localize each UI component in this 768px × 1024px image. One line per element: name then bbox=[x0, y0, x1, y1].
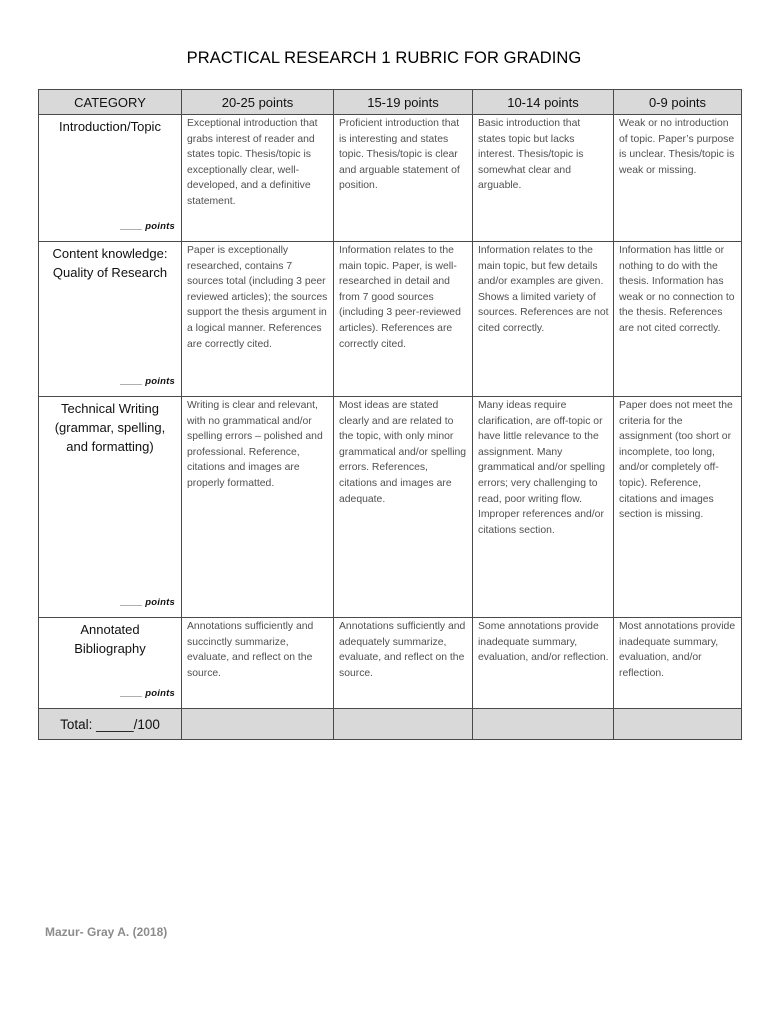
criteria-cell: Annotations sufficiently and adequately summarize, evaluate, and reflect on the source. bbox=[334, 618, 473, 709]
total-empty-cell bbox=[182, 709, 334, 740]
criteria-cell: Annotations sufficiently and succinctly summarize, evaluate, and reflect on the source. bbox=[182, 618, 334, 709]
criteria-cell: Information relates to the main topic. Paper, is well-researched in detail and from 7 good sources (including 3 peer-reviewed articles). References are correctly cited. bbox=[334, 242, 473, 397]
total-empty-cell bbox=[614, 709, 742, 740]
header-10-14-points: 10-14 points bbox=[473, 90, 614, 115]
header-category: CATEGORY bbox=[39, 90, 182, 115]
points-blank: ____ points bbox=[120, 221, 175, 232]
author-footer: Mazur- Gray A. (2018) bbox=[45, 925, 168, 939]
category-cell bbox=[39, 397, 182, 618]
criteria-cell: Paper does not meet the criteria for the assignment (too short or incomplete, too long, and/or completely off-topic). Reference, citations and images section is missing. bbox=[614, 397, 742, 618]
category-cell bbox=[39, 115, 182, 242]
points-blank: ____ points bbox=[120, 376, 175, 387]
criteria-cell: Most annotations provide inadequate summary, evaluation, and/or reflection. bbox=[614, 618, 742, 709]
header-20-25-points: 20-25 points bbox=[182, 90, 334, 115]
total-empty-cell bbox=[473, 709, 614, 740]
criteria-cell: Basic introduction that states topic but lacks interest. Thesis/topic is somewhat clear and arguable. bbox=[473, 115, 614, 242]
criteria-cell: Information relates to the main topic, but few details and/or examples are given. Shows a limited variety of sources. References are not cited correctly. bbox=[473, 242, 614, 397]
header-row bbox=[39, 90, 742, 115]
criteria-cell: Information has little or nothing to do with the thesis. Information has weak or no connection to the thesis. References are not cited correctly. bbox=[614, 242, 742, 397]
points-blank: ____ points bbox=[120, 597, 175, 608]
category-label: Introduction/Topic bbox=[59, 119, 161, 134]
criteria-cell: Writing is clear and relevant, with no grammatical and/or spelling errors – polished and professional. Reference, citations and images are properly formatted. bbox=[182, 397, 334, 618]
table-row bbox=[39, 242, 742, 397]
total-empty-cell bbox=[334, 709, 473, 740]
table-row bbox=[39, 618, 742, 709]
criteria-cell: Most ideas are stated clearly and are related to the topic, with only minor grammatical and/or spelling errors. References, citations and images are adequate. bbox=[334, 397, 473, 618]
criteria-cell: Paper is exceptionally researched, contains 7 sources total (including 3 peer reviewed articles); the sources support the thesis argument in a logical manner. References are correctly cited. bbox=[182, 242, 334, 397]
document-title: PRACTICAL RESEARCH 1 RUBRIC FOR GRADING bbox=[186, 49, 582, 67]
table-row bbox=[39, 115, 742, 242]
category-cell bbox=[39, 242, 182, 397]
table-row bbox=[39, 397, 742, 618]
category-cell bbox=[39, 618, 182, 709]
criteria-cell: Some annotations provide inadequate summary, evaluation, and/or reflection. bbox=[473, 618, 614, 709]
header-15-19-points: 15-19 points bbox=[334, 90, 473, 115]
criteria-cell: Exceptional introduction that grabs interest of reader and states topic. Thesis/topic is exceptionally clear, well-developed, and a definitive statement. bbox=[182, 115, 334, 242]
category-label: Content knowledge: Quality of Research bbox=[52, 246, 168, 280]
total-row bbox=[39, 709, 742, 740]
points-blank: ____ points bbox=[120, 688, 175, 699]
header-0-9-points: 0-9 points bbox=[614, 90, 742, 115]
total-label: Total: _____/100 bbox=[39, 709, 182, 740]
rubric-table bbox=[38, 89, 742, 740]
criteria-cell: Weak or no introduction of topic. Paper’s purpose is unclear. Thesis/topic is weak or missing. bbox=[614, 115, 742, 242]
criteria-cell: Proficient introduction that is interesting and states topic. Thesis/topic is clear and arguable statement of position. bbox=[334, 115, 473, 242]
criteria-cell: Many ideas require clarification, are off-topic or have little relevance to the assignment. Many grammatical and/or spelling errors; very challenging to read, poor writing flow. Improper references and/or citations section. bbox=[473, 397, 614, 618]
category-label: Annotated Bibliography bbox=[74, 622, 146, 656]
category-label: Technical Writing (grammar, spelling, and formatting) bbox=[54, 401, 166, 454]
